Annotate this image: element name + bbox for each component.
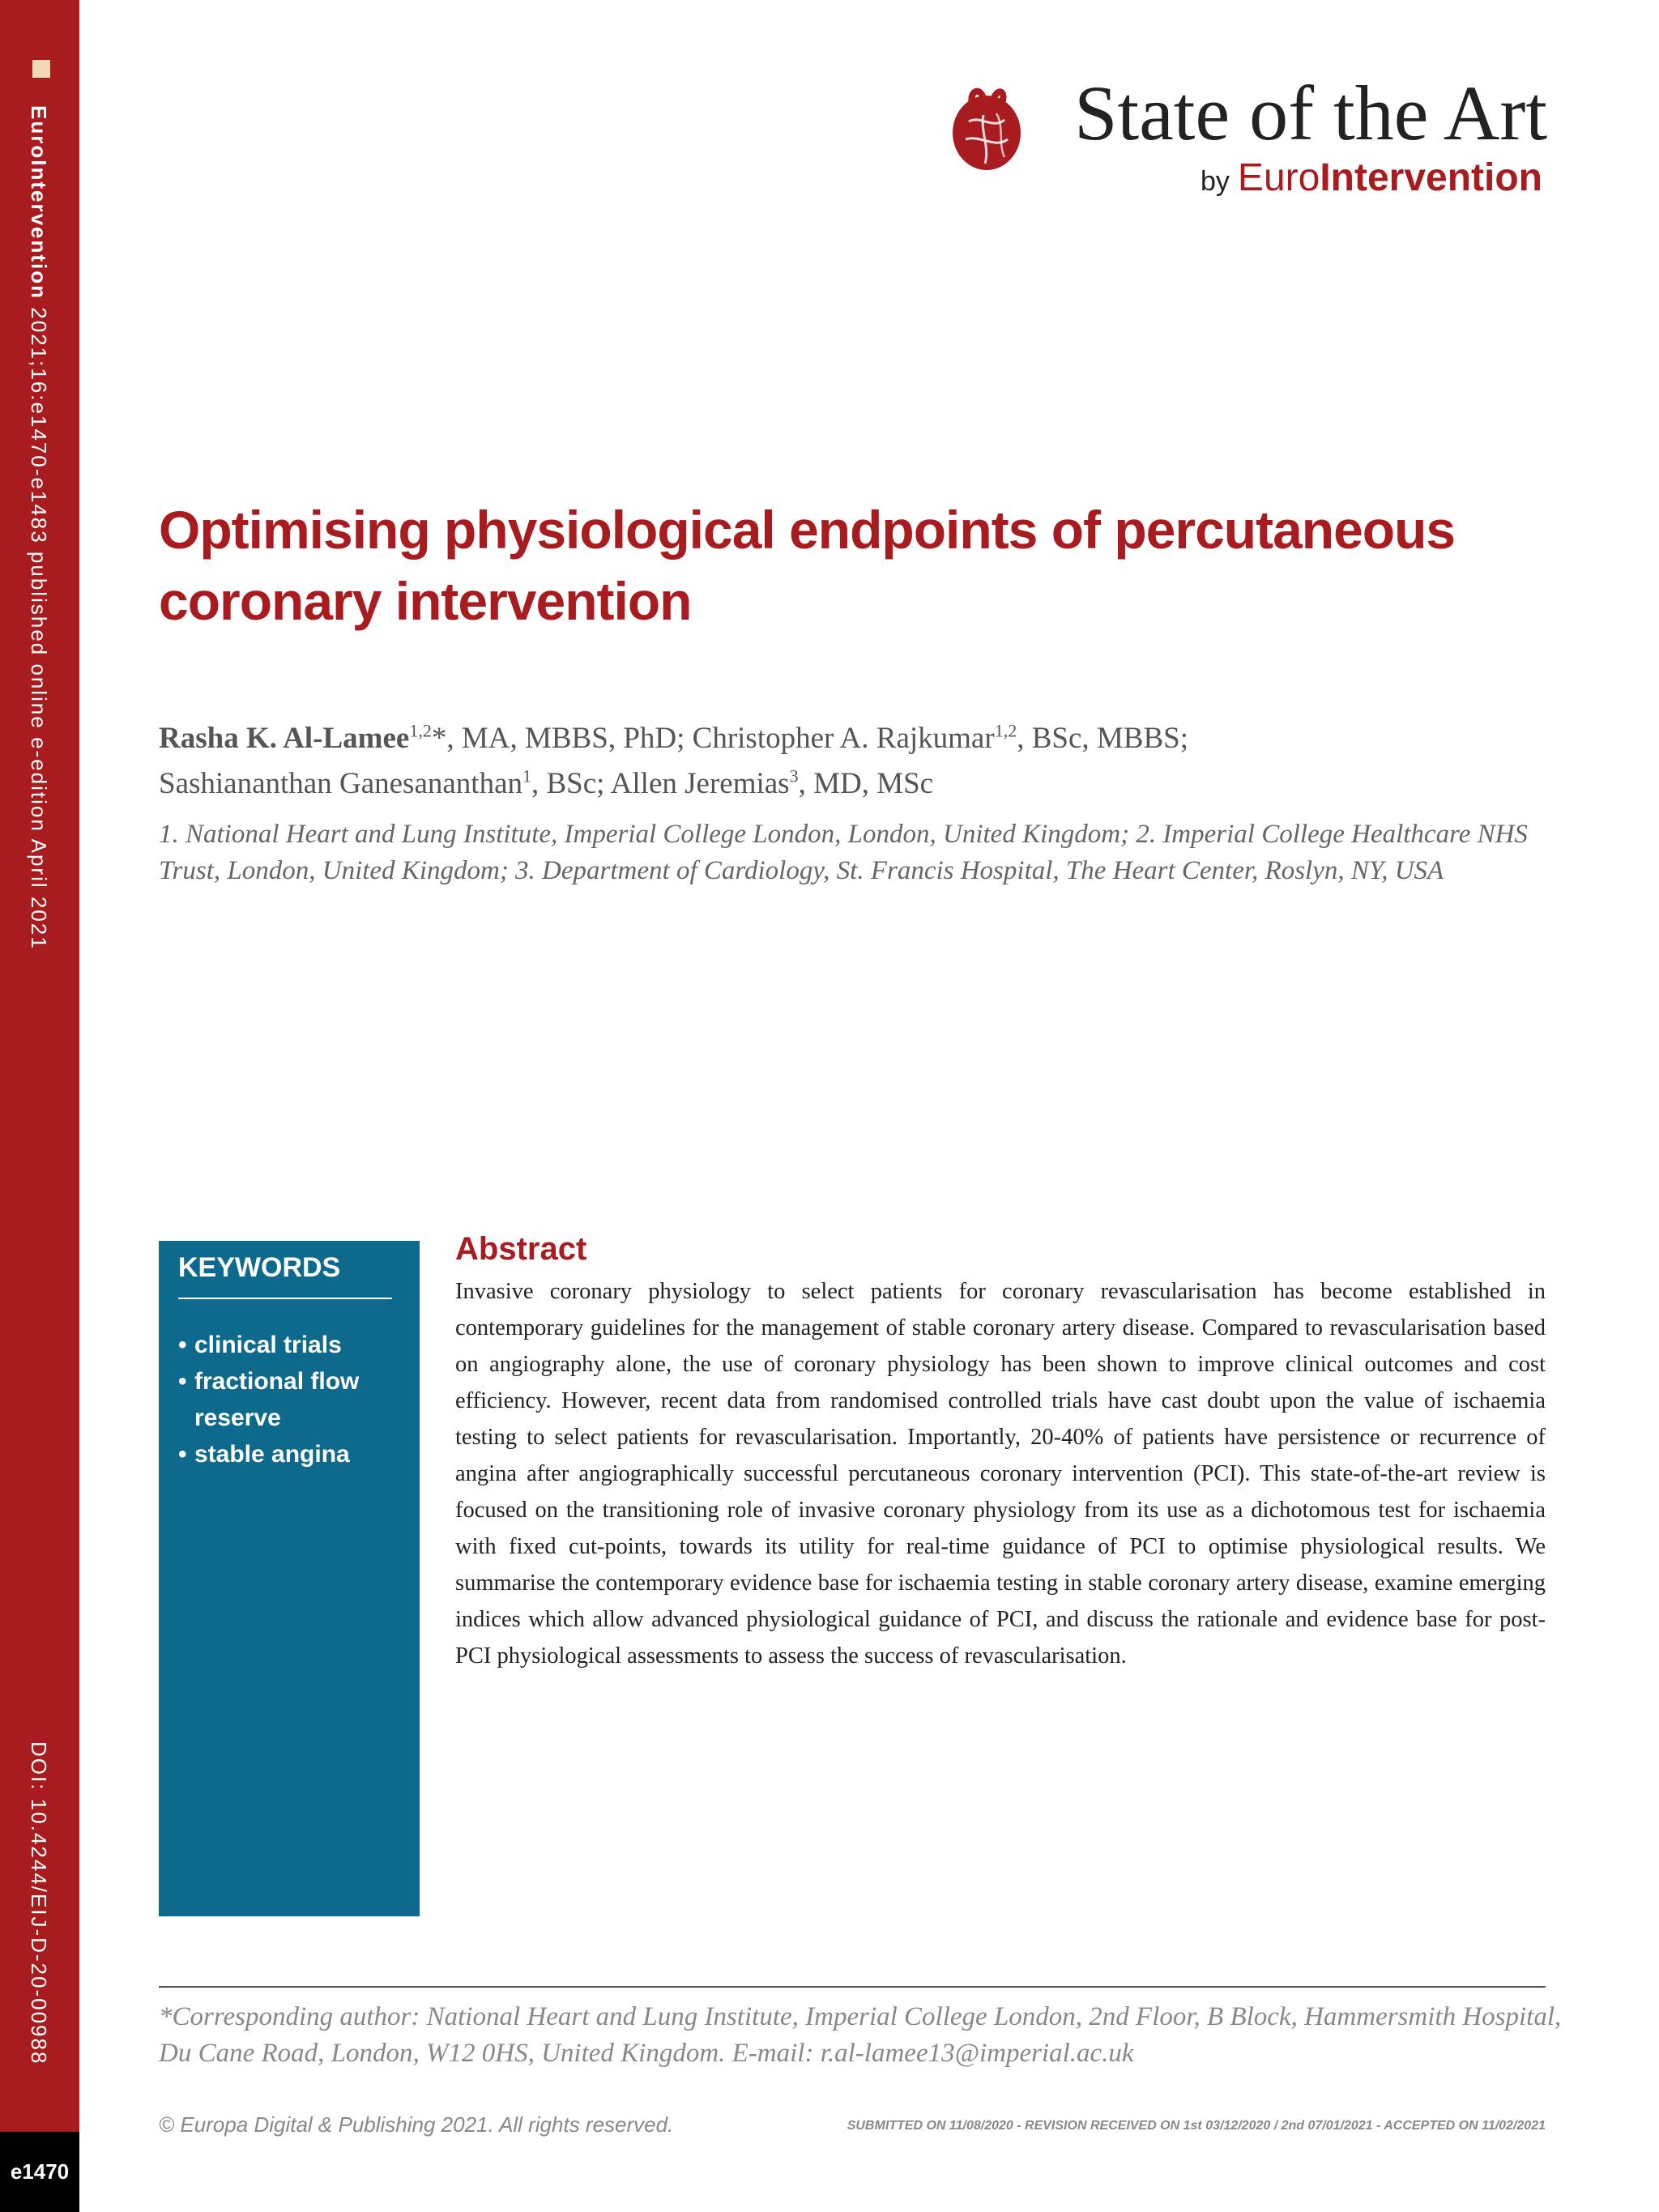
keyword-item: • fractional flow reserve — [178, 1363, 405, 1436]
doi-label: DOI: 10.4244/EIJ-D-20-00988 — [27, 1741, 51, 2065]
author-list — [159, 713, 1568, 803]
author: Sashiananthan Ganesananthan$^1$, BSc; — [159, 765, 611, 800]
author: Rasha K. Al-Lamee$^{1,2}$*, MA, MBBS, PhD; — [159, 721, 693, 756]
footer-divider — [159, 1986, 1546, 1988]
keyword-item: • clinical trials — [178, 1327, 405, 1363]
affiliations: 1. National Heart and Lung Institute, Imperial College London, London, United Kingdom; 2. Imperial College Healthcare NHS Trust, London, United Kingdom; 3. Department of Cardiology, St. Francis Hospital, The Heart Center, Roslyn, NY, USA — [159, 820, 1528, 885]
abstract-text: Invasive coronary physiology to select patients for coronary revascularisation has become established in contemporary guidelines for the management of stable coronary artery disease. Compared to revascularisation based on angiography alone, the use of coronary physiology has been shown to improve clinical outcomes and cost efficiency. However, recent data from randomised controlled trials have cast doubt upon the value of ischaemia testing to select patients for revascularisation. Importantly, 20-40% of patients have persistence or recurrence of angina after angiographically successful percutaneous coronary intervention (PCI). This state-of-the-art review is focused on the transitioning role of invasive coronary physiology from its use as a dichotomous test for ischaemia with fixed cut-points, towards its utility for real-time guidance of PCI to optimise physiological results. We summarise the contemporary evidence base for ischaemia testing in stable coronary artery disease, examine emerging indices which allow advanced physiological guidance of PCI, and discuss the rationale and evidence base for post-PCI physiological assessments to assess the success of revascularisation. — [455, 1279, 1546, 1669]
keywords-divider — [178, 1298, 392, 1299]
sidebar-square-mark — [32, 60, 50, 78]
copyright-notice: © Europa Digital & Publishing 2021. All rights reserved. — [159, 2112, 674, 2137]
corresponding-author: *Corresponding author: National Heart and Lung Institute, Imperial College London, 2nd Floor, B Block, Hammersmith Hospital, Du Cane Road, London, W12 0HS, United Kingdom. E-mail: r.al-lamee13@imperial.ac.uk — [159, 2002, 1562, 2068]
author: Christopher A. Rajkumar$^{1,2}$, BSc, MBBS; — [692, 721, 1188, 756]
keywords-heading: KEYWORDS — [178, 1252, 341, 1283]
page-number: e1470 — [0, 2132, 79, 2212]
keywords-list — [178, 1327, 405, 1473]
abstract-heading: Abstract — [455, 1231, 587, 1267]
state-of-the-art-logo — [948, 70, 1547, 204]
journal-sidebar — [0, 0, 79, 2212]
anatomical-heart-icon — [948, 83, 1026, 173]
keyword-item: • stable angina — [178, 1436, 405, 1473]
journal-citation: EuroIntervention 2021;16:e1470-e1483 published online e-edition April 2021 — [27, 105, 51, 950]
logo-byline: by EuroIntervention — [1201, 156, 1542, 199]
author: Allen Jeremias$^3$, MD, MSc — [610, 765, 934, 800]
logo-title: State of the Art — [1074, 70, 1547, 156]
submission-dates: SUBMITTED ON 11/08/2020 - REVISION RECEIVED ON 1st 03/12/2020 / 2nd 07/01/2021 - ACCEPTED ON 11/02/2021 — [847, 2119, 1546, 2133]
article-title: Optimising physiological endpoints of percutaneous coronary intervention — [159, 500, 1456, 631]
keywords-box — [159, 1241, 420, 1916]
